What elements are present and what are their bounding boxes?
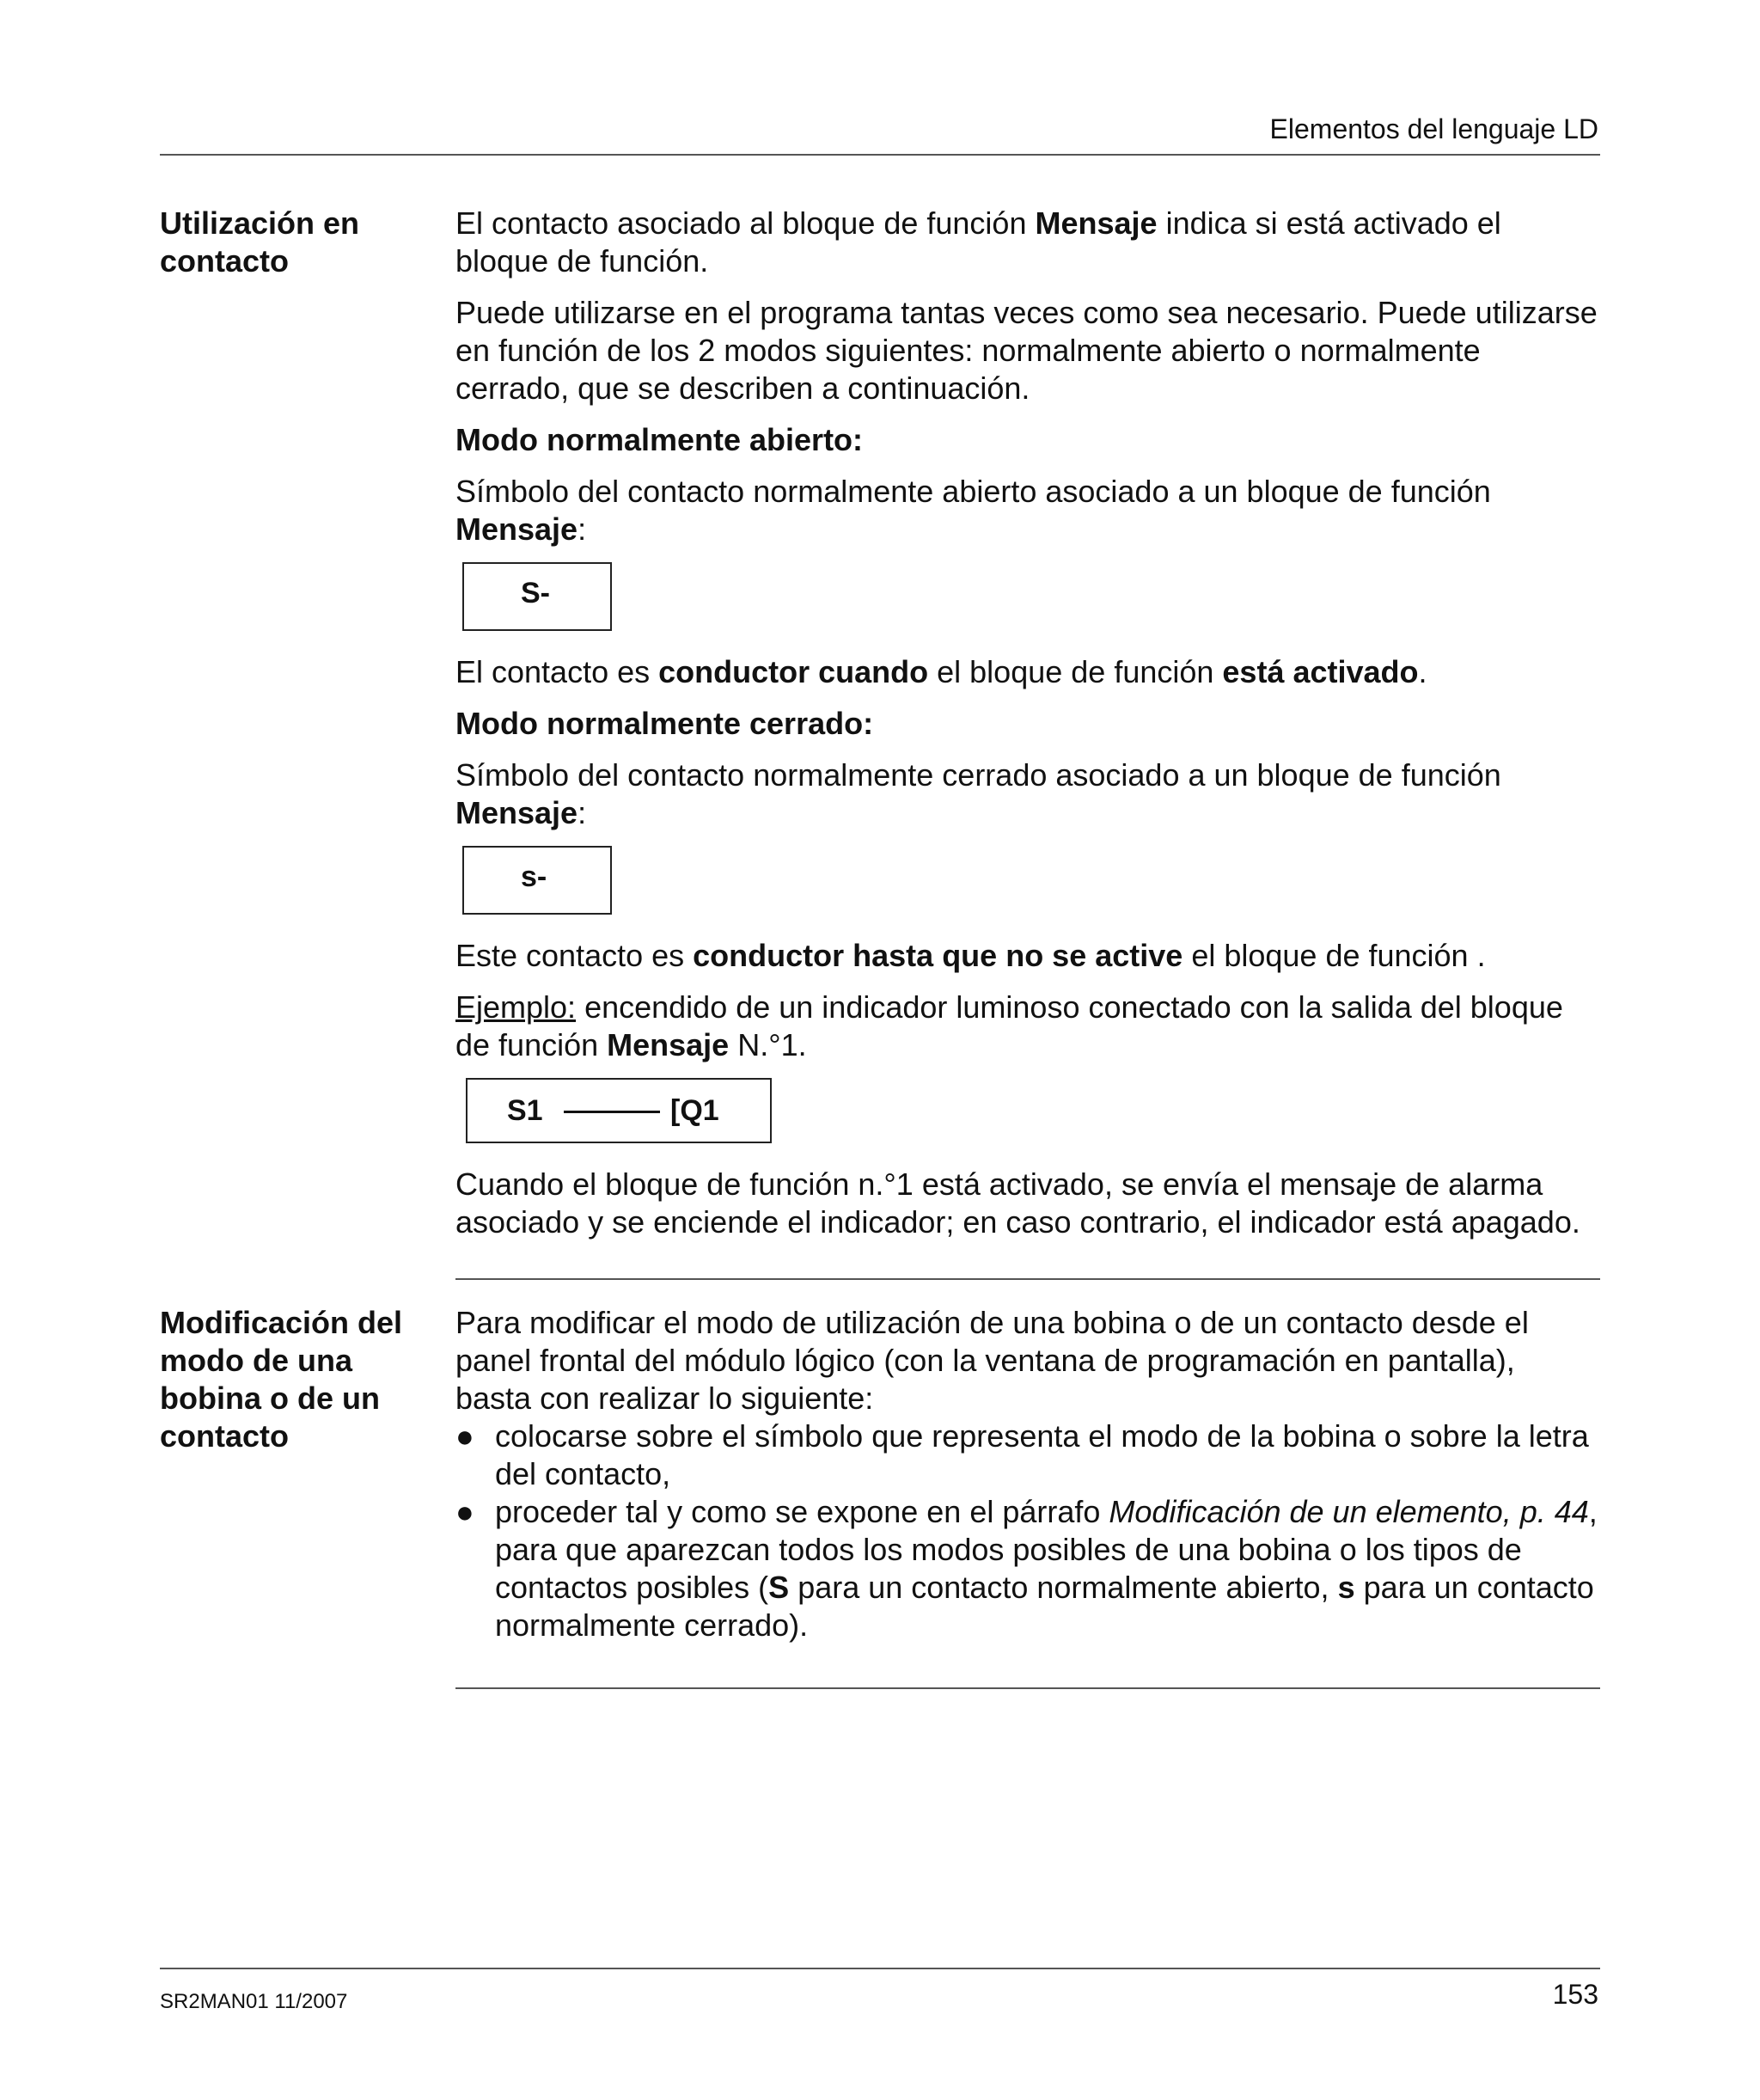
section-end-rule — [455, 1687, 1600, 1689]
page-number: 153 — [1552, 1979, 1598, 2010]
section-body-contact-use — [455, 205, 1598, 1255]
list-item: ● proceder tal y como se expone en el párrafo Modificación de un elemento, p. 44, para que aparezcan todos los modos posibles de una bobina o los tipos de contactos posibles (S para un contacto normalmente abierto, s para un contacto normalmente cerrado). — [455, 1494, 1598, 1643]
paragraph-no-symbol: Símbolo del contacto normalmente abierto asociado a un bloque de función Mensaje: — [455, 474, 1491, 547]
bullet-icon: ● — [455, 1494, 474, 1529]
bullet-icon: ● — [455, 1418, 474, 1454]
section-divider — [455, 1278, 1600, 1280]
running-header: Elementos del lenguaje LD — [1269, 113, 1598, 144]
ladder-coil-q1: [Q1 — [670, 1094, 719, 1127]
list-item: ● colocarse sobre el símbolo que representa el modo de la bobina o sobre la letra del contacto, — [455, 1418, 1589, 1491]
paragraph-conclusion: Cuando el bloque de función n.°1 está activado, se envía el mensaje de alarma asociado y se enciende el indicador; en caso contrario, el indicador está apagado. — [455, 1166, 1580, 1240]
section-heading-modify-mode: Modificación del modo de una bobina o de un contacto — [160, 1305, 403, 1454]
section-body-modify-mode — [455, 1304, 1598, 1644]
header-rule — [160, 154, 1600, 156]
footer-rule — [160, 1968, 1600, 1969]
paragraph-intro: El contacto asociado al bloque de función Mensaje indica si está activado el bloque de función. — [455, 205, 1501, 279]
paragraph-modify-intro: Para modificar el modo de utilización de una bobina o de un contacto desde el panel frontal del módulo lógico (con la ventana de programación en pantalla), basta con realizar lo siguiente: — [455, 1305, 1529, 1416]
section-heading-contact-use: Utilización en contacto — [160, 205, 360, 279]
cross-reference: Modificación de un elemento, p. 44 — [1109, 1494, 1589, 1529]
paragraph-usage: Puede utilizarse en el programa tantas veces como sea necesario. Puede utilizarse en función de los 2 modos siguientes: normalmente abierto o normalmente cerrado, que se describen a continuación. — [455, 295, 1598, 406]
symbol-box-normally-closed: s- — [462, 846, 612, 915]
heading-normally-closed: Modo normalmente cerrado: — [455, 706, 874, 741]
ladder-example-box — [466, 1078, 772, 1143]
document-reference: SR2MAN01 11/2007 — [160, 1990, 348, 2013]
paragraph-no-description: El contacto es conductor cuando el bloque de función está activado. — [455, 654, 1427, 689]
symbol-box-normally-open: S- — [462, 562, 612, 631]
paragraph-nc-symbol: Símbolo del contacto normalmente cerrado asociado a un bloque de función Mensaje: — [455, 757, 1501, 830]
ladder-contact-s1: S1 — [507, 1094, 543, 1127]
paragraph-nc-description: Este contacto es conductor hasta que no se active el bloque de función . — [455, 938, 1486, 973]
ladder-wire — [564, 1111, 660, 1113]
heading-normally-open: Modo normalmente abierto: — [455, 422, 864, 457]
steps-list — [455, 1417, 1598, 1644]
paragraph-example: Ejemplo: encendido de un indicador luminoso conectado con la salida del bloque de función Mensaje N.°1. — [455, 989, 1563, 1062]
